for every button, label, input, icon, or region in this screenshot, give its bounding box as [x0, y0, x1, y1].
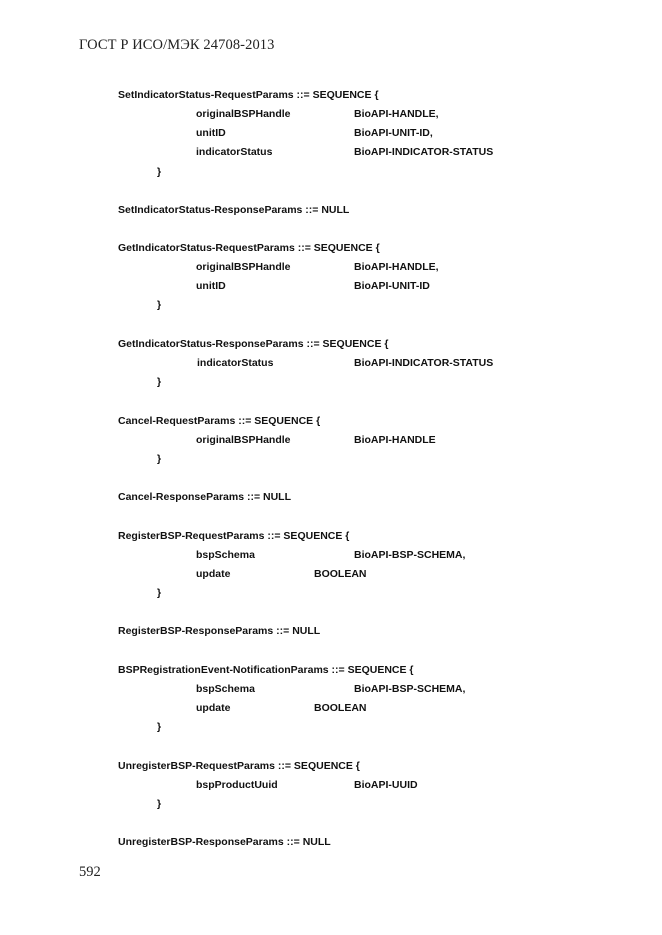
asn1-line: bspSchema — [196, 549, 255, 561]
asn1-line: unitID — [196, 280, 226, 292]
asn1-line: BioAPI-INDICATOR-STATUS — [354, 357, 494, 369]
closing-brace: } — [157, 376, 162, 388]
asn1-line: bspSchema — [196, 683, 255, 695]
asn1-line: Cancel-RequestParams ::= SEQUENCE { — [118, 415, 321, 427]
asn1-line: RegisterBSP-RequestParams ::= SEQUENCE { — [118, 530, 350, 542]
asn1-line: bspProductUuid — [196, 779, 278, 791]
asn1-line: originalBSPHandle — [196, 261, 291, 273]
document-header: ГОСТ Р ИСО/МЭК 24708-2013 — [79, 37, 275, 53]
closing-brace: } — [157, 721, 162, 733]
asn1-line: BioAPI-BSP-SCHEMA, — [354, 549, 466, 561]
asn1-line: unitID — [196, 127, 226, 139]
asn1-line: indicatorStatus — [196, 146, 273, 158]
asn1-line: BioAPI-BSP-SCHEMA, — [354, 683, 466, 695]
asn1-line: BOOLEAN — [314, 568, 367, 580]
asn1-line: BioAPI-INDICATOR-STATUS — [354, 146, 494, 158]
closing-brace: } — [157, 587, 162, 599]
asn1-line: BioAPI-UUID — [354, 779, 418, 791]
asn1-line: update — [196, 568, 231, 580]
closing-brace: } — [157, 453, 162, 465]
asn1-line: Cancel-ResponseParams ::= NULL — [118, 491, 292, 503]
closing-brace: } — [157, 166, 162, 178]
asn1-line: GetIndicatorStatus-ResponseParams ::= SEQUENCE { — [118, 338, 389, 350]
asn1-line: RegisterBSP-ResponseParams ::= NULL — [118, 625, 321, 637]
asn1-line: UnregisterBSP-RequestParams ::= SEQUENCE { — [118, 760, 360, 772]
asn1-line: BioAPI-UNIT-ID, — [354, 127, 433, 139]
asn1-line: BioAPI-UNIT-ID — [354, 280, 430, 292]
closing-brace: } — [157, 798, 162, 810]
asn1-line: BioAPI-HANDLE — [354, 434, 436, 446]
asn1-line: BioAPI-HANDLE, — [354, 108, 439, 120]
page-number: 592 — [79, 864, 101, 880]
asn1-line: BOOLEAN — [314, 702, 367, 714]
asn1-line: UnregisterBSP-ResponseParams ::= NULL — [118, 836, 331, 848]
asn1-line: indicatorStatus — [197, 357, 274, 369]
asn1-line: originalBSPHandle — [196, 108, 291, 120]
closing-brace: } — [157, 299, 162, 311]
asn1-line: SetIndicatorStatus-RequestParams ::= SEQUENCE { — [118, 89, 379, 101]
asn1-line: BSPRegistrationEvent-NotificationParams ::= SEQUENCE { — [118, 664, 414, 676]
asn1-line: update — [196, 702, 231, 714]
asn1-line: originalBSPHandle — [196, 434, 291, 446]
asn1-line: BioAPI-HANDLE, — [354, 261, 439, 273]
asn1-line: GetIndicatorStatus-RequestParams ::= SEQUENCE { — [118, 242, 380, 254]
asn1-line: SetIndicatorStatus-ResponseParams ::= NULL — [118, 204, 350, 216]
